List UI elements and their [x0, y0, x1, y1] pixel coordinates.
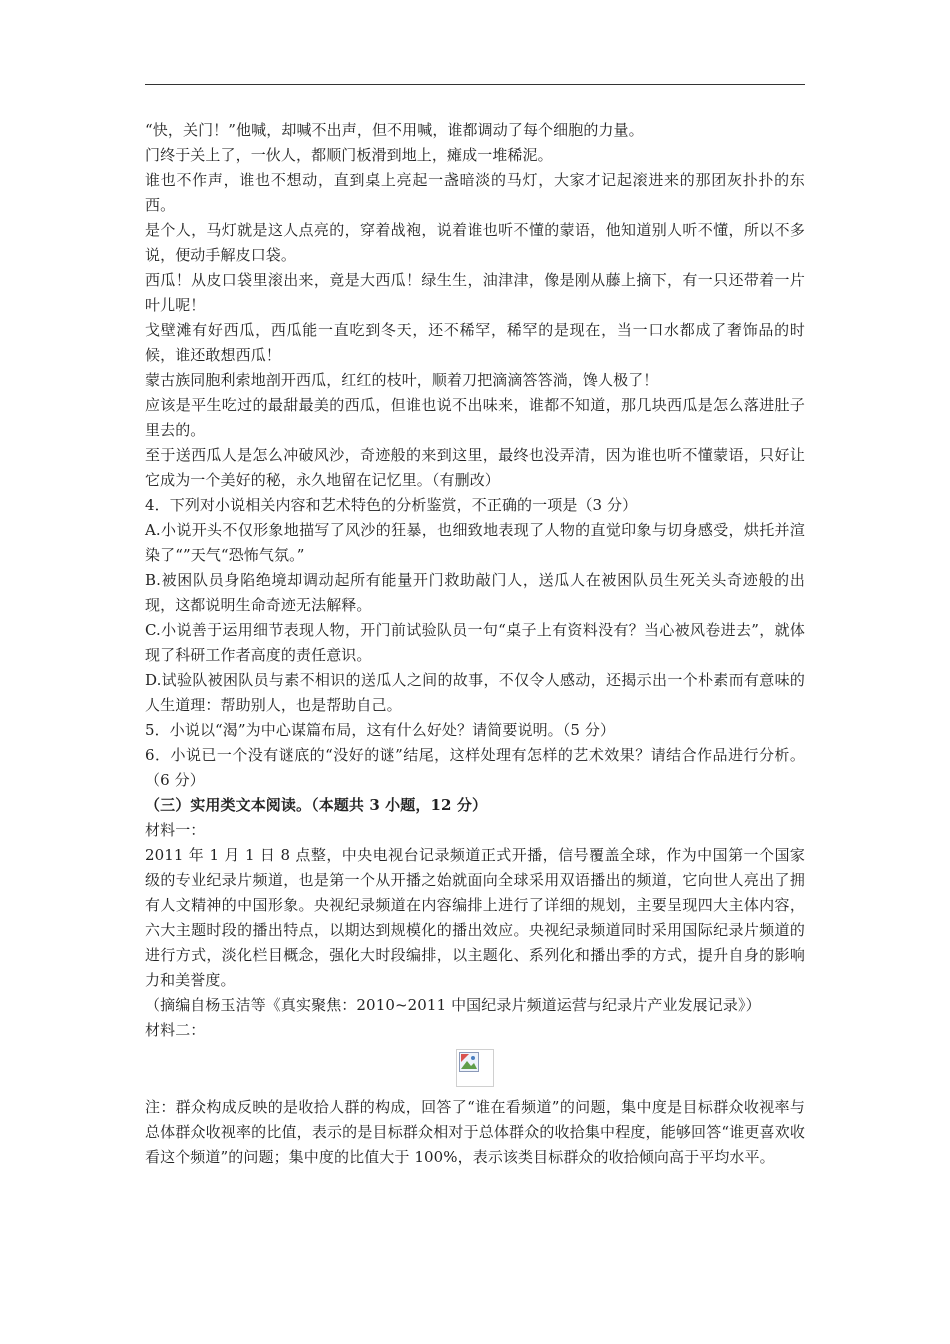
- paragraph: 门终于关上了，一伙人，都顺门板滑到地上，瘫成一堆稀泥。: [145, 146, 553, 164]
- broken-image-icon: [456, 1049, 494, 1087]
- material2-label: 材料二：: [145, 1021, 206, 1039]
- material1-text: 2011 年 1 月 1 日 8 点整，中央电视台记录频道正式开播，信号覆盖全球，作为中国第一个国家级的专业纪录片频道，也是第一个从开播之始就面向全球采用双语播出的频道，它向世人亮出了拥有人文精神的中国形象。央视纪录频道在内容编排上进行了详细的规划，主要呈现四大主体内容，六大主题时段的播出特点，以期达到规模化的播出效应。央视纪录频道同时采用国际纪录片频道的进行方式，淡化栏目概念，强化大时段编排，以主题化、系列化和播出季的方式，提升自身的影响力和美誉度。: [145, 846, 805, 989]
- paragraph: 蒙古族同胞利索地剖开西瓜，红红的枝叶，顺着刀把滴滴答答淌，馋人极了！: [145, 371, 659, 389]
- paragraph: “快，关门！”他喊，却喊不出声，但不用喊，谁都调动了每个细胞的力量。: [145, 121, 644, 139]
- question-4: 4．下列对小说相关内容和艺术特色的分析鉴赏，不正确的一项是（3 分）: [145, 496, 638, 514]
- material2-figure: [145, 1049, 805, 1087]
- material2-note: 注：群众构成反映的是收拾人群的构成，回答了“谁在看频道”的问题，集中度是目标群众收视率与总体群众收视率的比值，表示的是目标群众相对于总体群众的收拾集中程度，能够回答“谁更喜欢收看这个频道”的问题；集中度的比值大于 100%，表示该类目标群众的收拾倾向高于平均水平。: [145, 1098, 805, 1166]
- question-6: 6．小说已一个没有谜底的“没好的谜”结尾，这样处理有怎样的艺术效果？请结合作品进行分析。（6 分）: [145, 746, 805, 789]
- question-5: 5．小说以“渴”为中心谋篇布局，这有什么好处？请简要说明。（5 分）: [145, 721, 616, 739]
- option-a: A.小说开头不仅形象地描写了风沙的狂暴，也细致地表现了人物的直觉印象与切身感受，烘托并渲染了“”天气“恐怖气氛。”: [145, 521, 805, 564]
- paragraph: 谁也不作声，谁也不想动，直到桌上亮起一盏暗淡的马灯，大家才记起滚进来的那团灰扑扑的东西。: [145, 171, 805, 214]
- paragraph: 应该是平生吃过的最甜最美的西瓜，但谁也说不出味来，谁都不知道，那几块西瓜是怎么落进肚子里去的。: [145, 396, 805, 439]
- paragraph: 是个人，马灯就是这人点亮的，穿着战袍，说着谁也听不懂的蒙语，他知道别人听不懂，所以不多说，便动手解皮口袋。: [145, 221, 805, 264]
- material1-source: （摘编自杨玉洁等《真实聚焦：2010~2011 中国纪录片频道运营与纪录片产业发展记录》）: [145, 996, 761, 1014]
- material1-label: 材料一：: [145, 821, 206, 839]
- paragraph: 至于送西瓜人是怎么冲破风沙，奇迹般的来到这里，最终也没弄清，因为谁也听不懂蒙语，只好让它成为一个美好的秘，永久地留在记忆里。（有删改）: [145, 446, 805, 489]
- option-b: B.被困队员身陷绝境却调动起所有能量开门救助敲门人，送瓜人在被困队员生死关头奇迹般的出现，这都说明生命奇迹无法解释。: [145, 571, 805, 614]
- header-rule: [145, 84, 805, 85]
- option-d: D.试验队被困队员与素不相识的送瓜人之间的故事，不仅令人感动，还揭示出一个朴素而有意味的人生道理：帮助别人，也是帮助自己。: [145, 671, 805, 714]
- option-c: C.小说善于运用细节表现人物，开门前试验队员一句“桌子上有资料没有？当心被风卷进去”，就体现了科研工作者高度的责任意识。: [145, 621, 805, 664]
- paragraph: 西瓜！从皮口袋里滚出来，竟是大西瓜！绿生生，油津津，像是刚从藤上摘下，有一只还带着一片叶儿呢！: [145, 271, 805, 314]
- section-heading: （三）实用类文本阅读。（本题共 3 小题，12 分）: [145, 796, 488, 814]
- paragraph: 戈壁滩有好西瓜，西瓜能一直吃到冬天，还不稀罕，稀罕的是现在，当一口水都成了奢饰品的时候，谁还敢想西瓜！: [145, 321, 805, 364]
- document-body: [145, 118, 805, 1170]
